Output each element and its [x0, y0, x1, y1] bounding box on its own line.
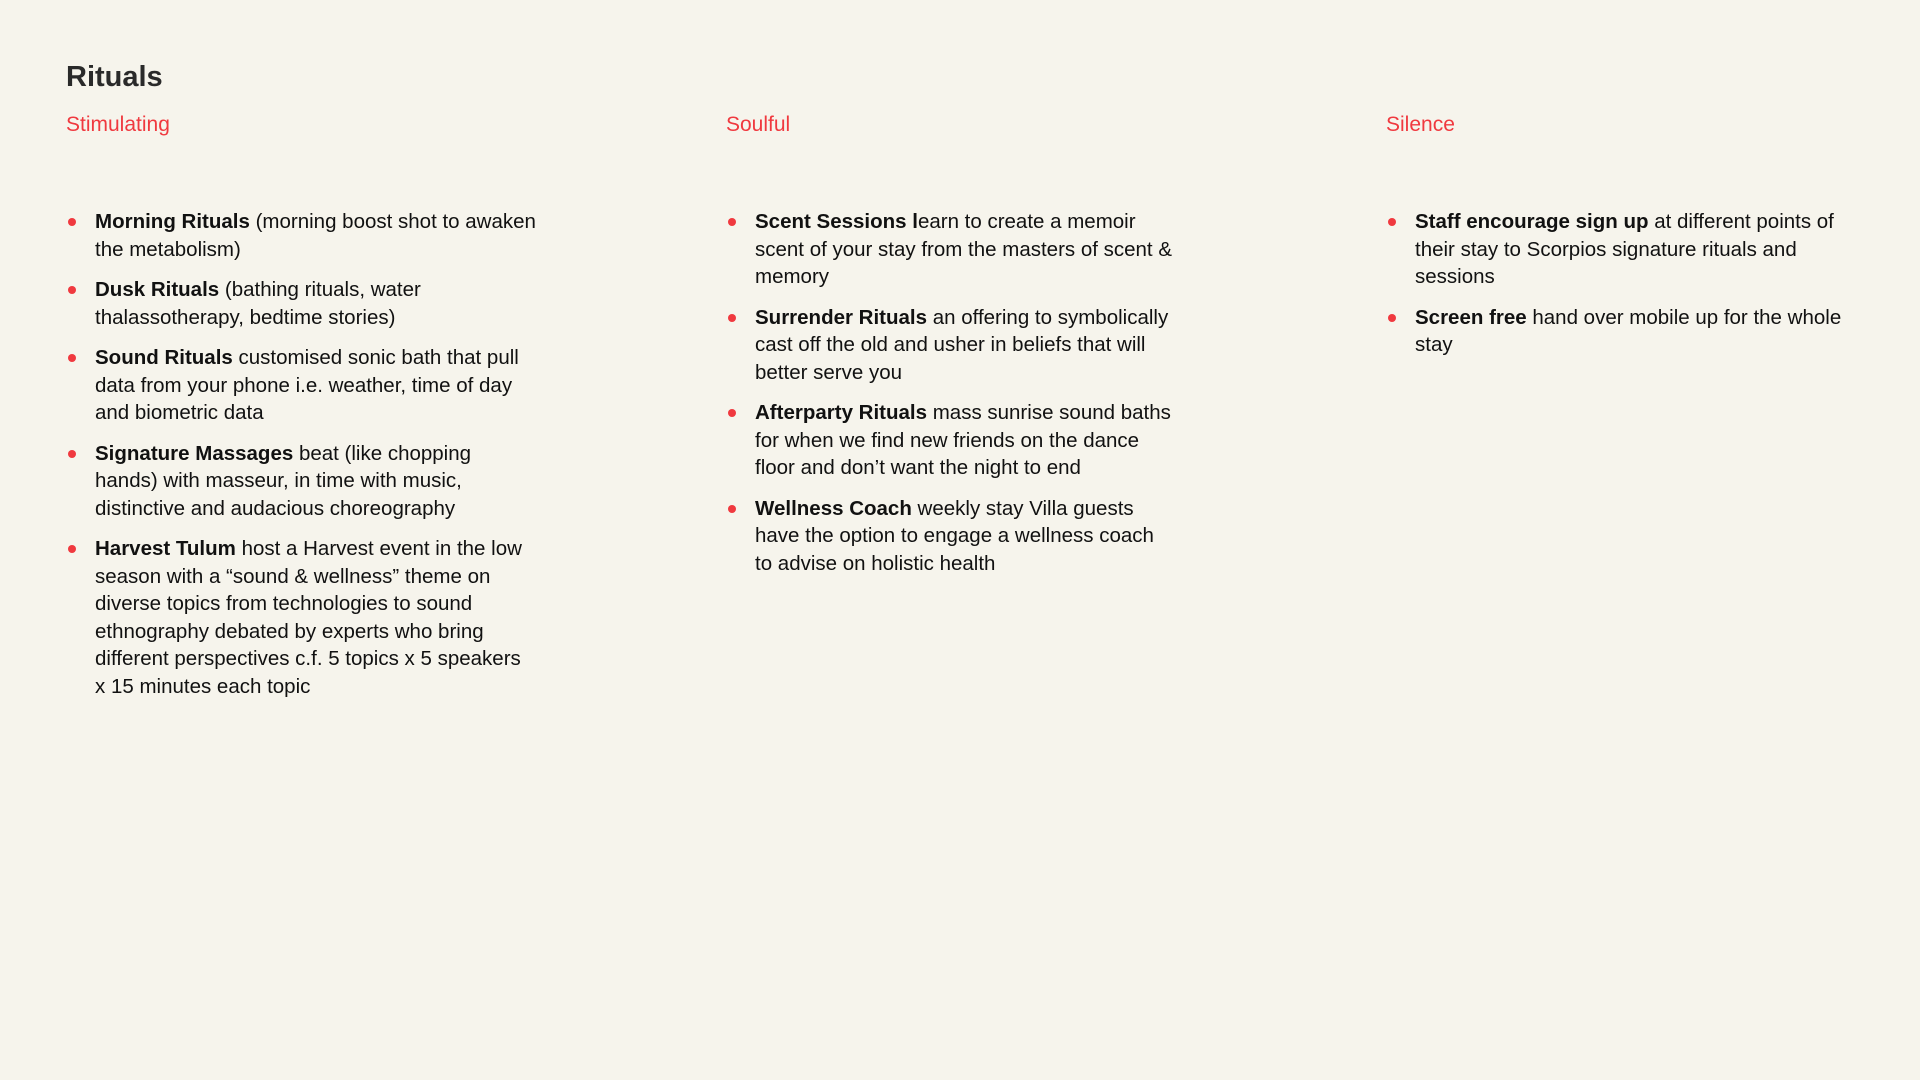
list-item [66, 276, 536, 331]
ritual-list [1386, 208, 1856, 372]
list-item [726, 208, 1176, 291]
bullet-icon [68, 545, 76, 553]
item-title: Dusk Rituals [95, 278, 220, 301]
bullet-icon [68, 450, 76, 458]
item-text: beat (like chopping hands) with masseur, in time with music, distinctive and audacious choreography [95, 441, 472, 520]
item-title: Sound Rituals [95, 346, 233, 369]
item-title: Scent Sessions l [755, 210, 918, 233]
bullet-icon [68, 286, 76, 294]
item-text: customised sonic bath that pull data from your phone i.e. weather, time of day and biometric data [95, 346, 519, 424]
item-text: (morning boost shot to awaken the metabolism) [95, 210, 536, 261]
item-text: at different points of their stay to Scorpios signature rituals and sessions [1415, 210, 1834, 288]
list-item [1386, 208, 1856, 291]
list-item [726, 495, 1176, 578]
item-title: Staff encourage sign up [1415, 210, 1649, 233]
page-title: Rituals [66, 61, 163, 93]
item-text: (bathing rituals, water thalassotherapy, bedtime stories) [95, 278, 421, 329]
bullet-icon [1388, 218, 1396, 226]
item-text: hand over mobile up for the whole stay [1415, 305, 1842, 356]
bullet-icon [728, 218, 736, 226]
bullet-icon [1388, 314, 1396, 322]
bullet-icon [728, 505, 736, 513]
item-title: Screen free [1415, 305, 1527, 329]
item-text: an offering to symbolically cast off the old and usher in beliefs that will better serve you [755, 305, 1169, 384]
bullet-icon [728, 409, 736, 417]
column-heading: Soulful [726, 113, 791, 136]
bullet-icon [68, 354, 76, 362]
item-text: host a Harvest event in the low season with a “sound & wellness” theme on diverse topics from technologies to sound ethnography debated by experts who bring different perspectives c.f. 5 topics x 5 speakers x 15 minutes each topic [95, 537, 522, 698]
item-title: Wellness Coach [755, 496, 912, 520]
list-item [66, 208, 536, 263]
bullet-icon [728, 314, 736, 322]
item-title: Morning Rituals [95, 210, 250, 233]
list-item [66, 344, 536, 427]
bullet-icon [68, 218, 76, 226]
list-item [66, 440, 536, 523]
item-title: Harvest Tulum [95, 537, 236, 560]
item-title: Surrender Rituals [755, 305, 928, 329]
list-item [66, 535, 536, 700]
list-item [1386, 304, 1856, 359]
item-text: earn to create a memoir scent of your stay from the masters of scent & memory [755, 210, 1172, 288]
column-soulful [726, 112, 1206, 575]
column-heading: Stimulating [66, 113, 170, 136]
item-text: mass sunrise sound baths for when we find new friends on the dance floor and don’t want the night to end [755, 401, 1171, 479]
column-stimulating [66, 112, 546, 698]
list-item [726, 399, 1176, 482]
column-silence [1386, 112, 1866, 356]
item-text: weekly stay Villa guests have the option to engage a wellness coach to advise on holistic health [755, 496, 1154, 575]
list-item [726, 304, 1176, 387]
item-title: Signature Massages [95, 441, 294, 465]
ritual-list [66, 208, 536, 713]
column-heading: Silence [1386, 113, 1455, 136]
ritual-list [726, 208, 1176, 590]
item-title: Afterparty Rituals [755, 401, 928, 424]
